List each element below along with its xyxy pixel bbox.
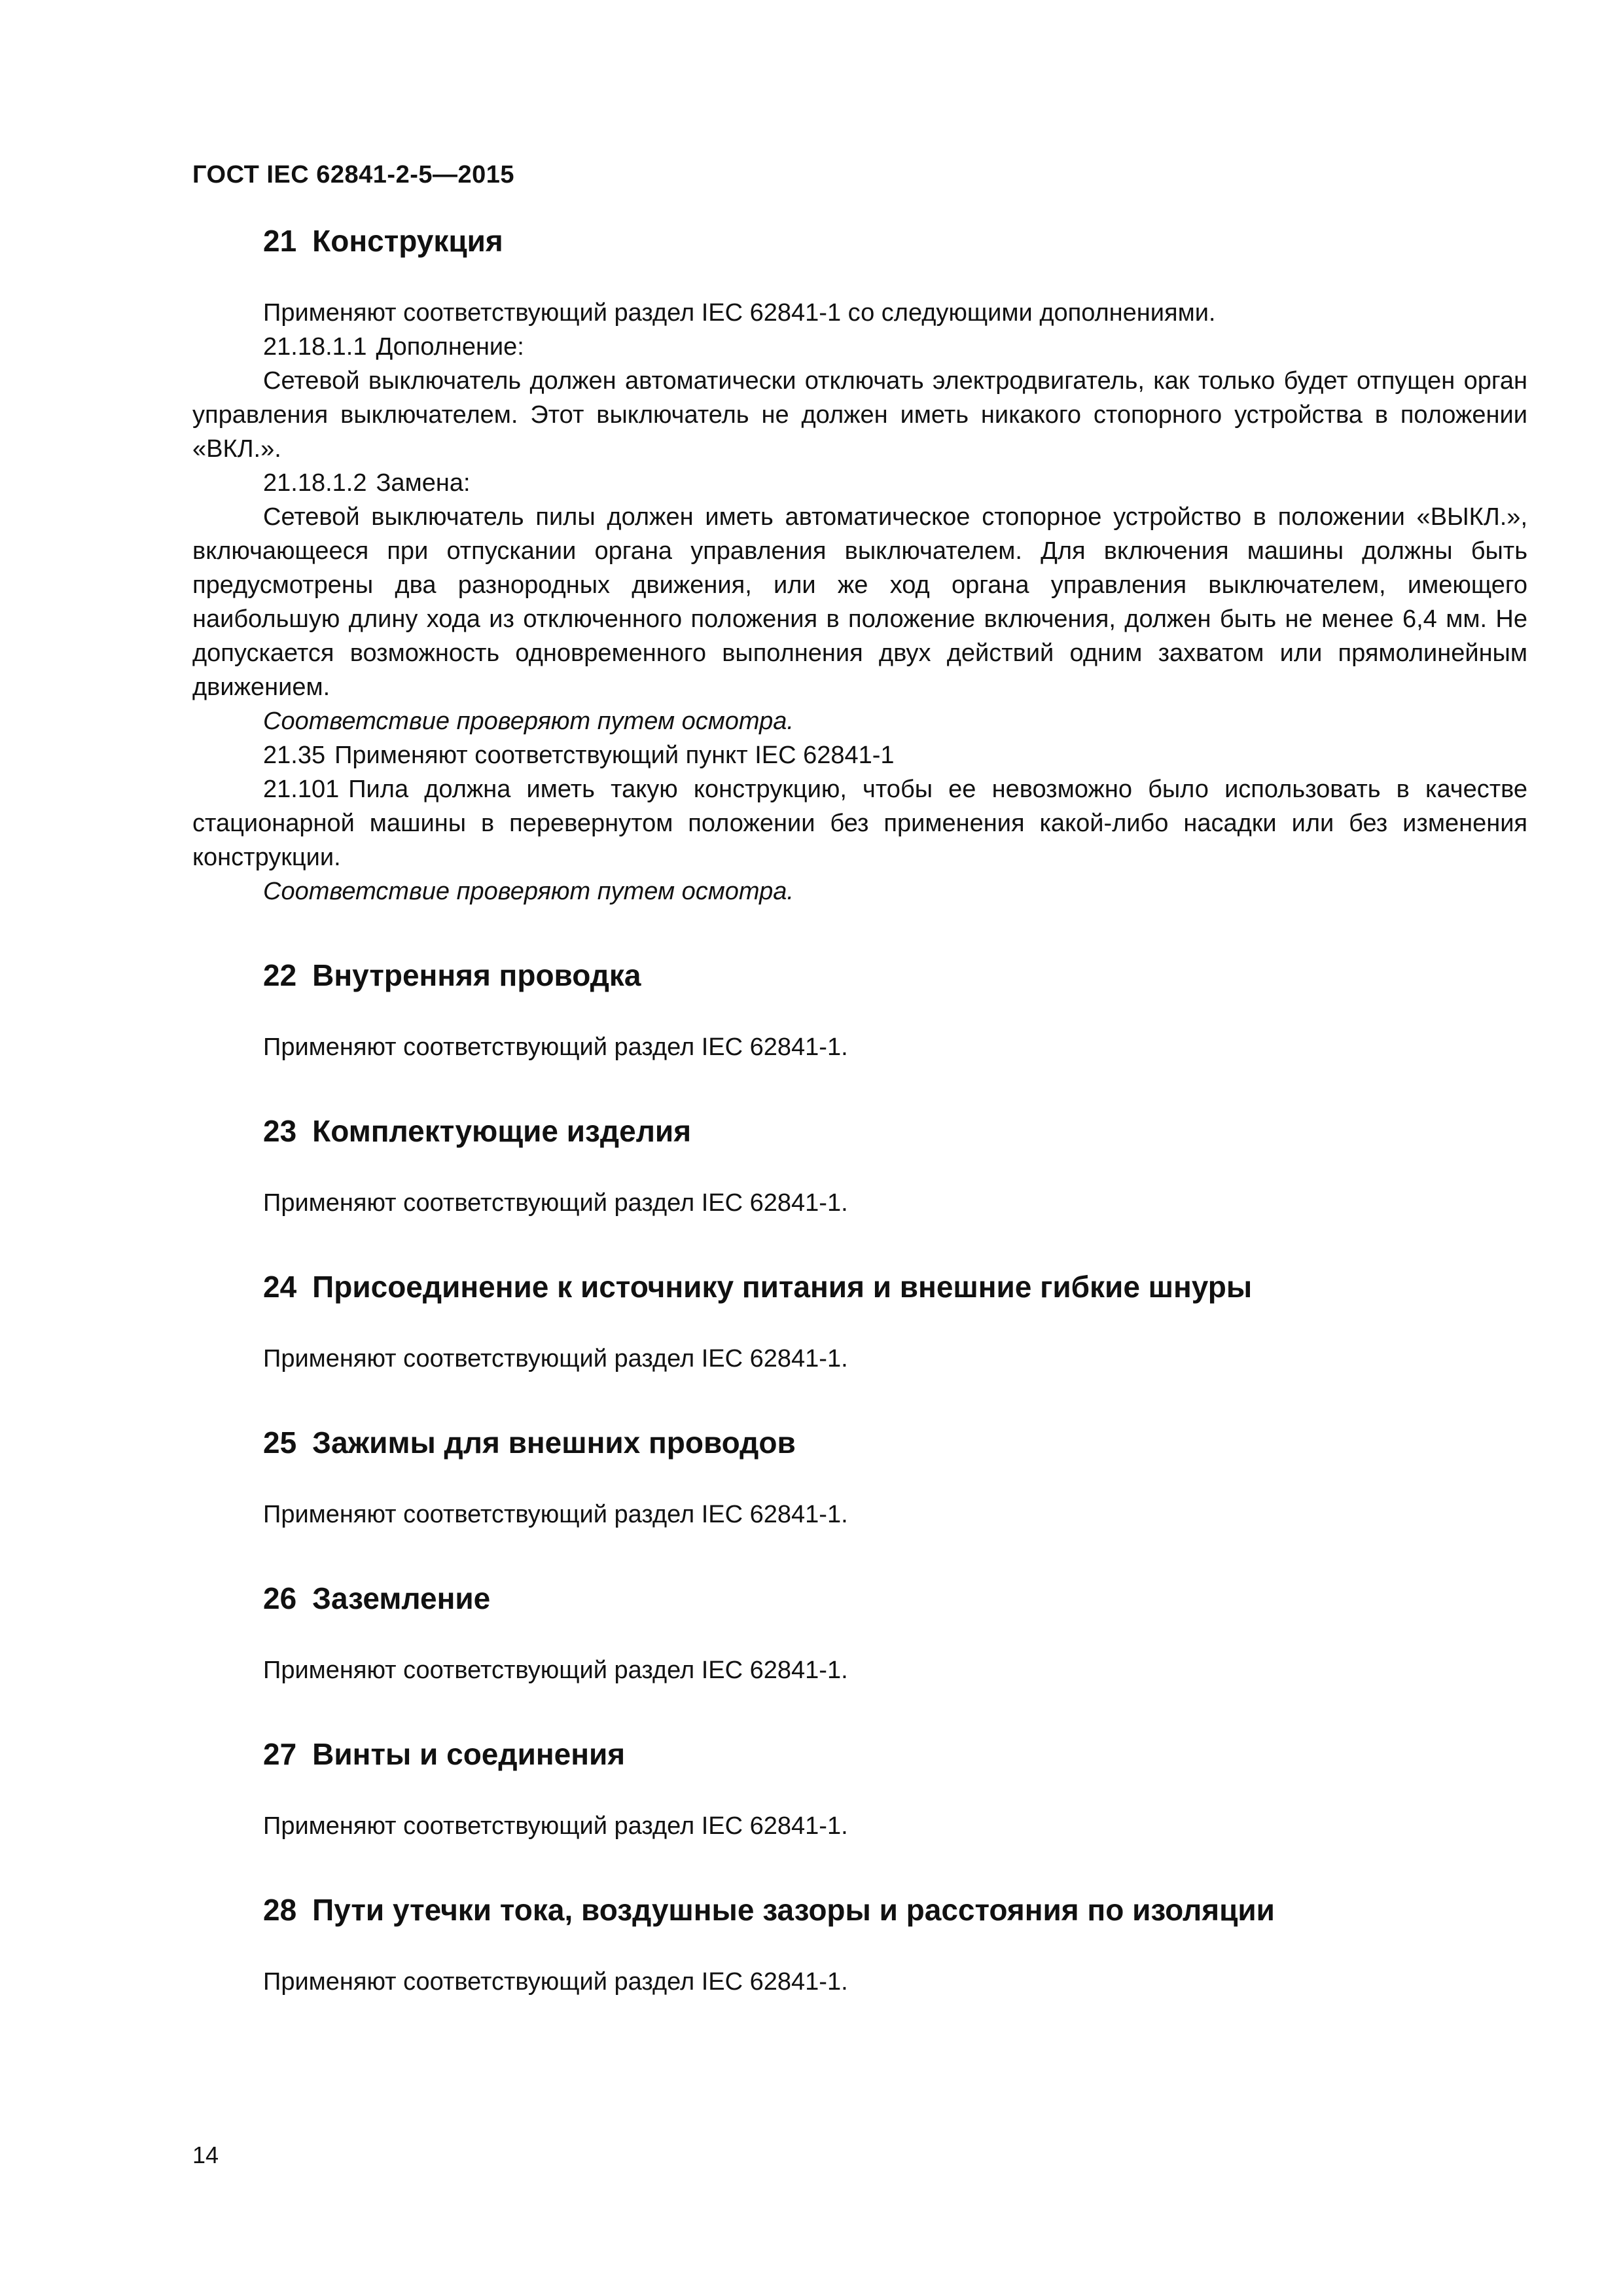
page-number: 14	[192, 2142, 219, 2168]
paragraph: Применяют соответствующий раздел IEC 62841-1.	[263, 1501, 848, 1528]
clause-number: 21.101	[263, 776, 340, 803]
running-header: ГОСТ IEC 62841-2-5—2015	[192, 161, 515, 188]
section-number: 21	[263, 224, 297, 258]
section-title: Комплектующие изделия	[312, 1114, 692, 1148]
section-21	[192, 223, 1527, 908]
section-title: Пути утечки тока, воздушные зазоры и расстояния по изоляции	[312, 1893, 1275, 1927]
section-26	[192, 1580, 1527, 1687]
section-heading	[192, 957, 1527, 994]
clause-number: 21.35	[263, 742, 326, 769]
clause-paragraph	[192, 466, 1527, 500]
section-heading	[192, 1424, 1527, 1461]
clause-text: Замена:	[376, 469, 471, 497]
paragraph: Применяют соответствующий раздел IEC 62841-1.	[263, 1033, 848, 1061]
clause-text: Применяют соответствующий пункт IEC 62841-1	[334, 742, 895, 769]
section-title: Заземление	[312, 1581, 491, 1615]
section-number: 25	[263, 1426, 297, 1460]
clause-paragraph	[192, 738, 1527, 772]
section-28	[192, 1892, 1527, 1999]
section-number: 24	[263, 1270, 297, 1304]
clause-paragraph	[192, 330, 1527, 364]
clause-number: 21.18.1.2	[263, 469, 367, 497]
paragraph: Применяют соответствующий раздел IEC 62841-1.	[263, 1345, 848, 1372]
clause-text: Дополнение:	[376, 333, 524, 361]
section-heading	[192, 1580, 1527, 1617]
paragraph: Сетевой выключатель должен автоматически отключать электродвигатель, как только будет отпущен орган управления выключателем. Этот выключатель не должен иметь никакого стопорного устройства в положении «ВКЛ.».	[192, 367, 1527, 463]
section-23	[192, 1113, 1527, 1220]
section-number: 28	[263, 1893, 297, 1927]
section-title: Конструкция	[312, 224, 503, 258]
paragraph: Применяют соответствующий раздел IEC 62841-1.	[263, 1657, 848, 1684]
paragraph: Применяют соответствующий раздел IEC 62841-1 со следующими дополнениями.	[263, 299, 1216, 327]
clause-number: 21.18.1.1	[263, 333, 367, 361]
section-heading	[192, 1892, 1527, 1928]
section-24	[192, 1268, 1527, 1376]
clause-text: Пила должна иметь такую конструкцию, чтобы ее невозможно было использовать в качестве стационарной машины в перевернутом положении без применения какой-либо насадки или без изменения конструкции.	[192, 776, 1527, 871]
compliance-note: Соответствие проверяют путем осмотра.	[263, 708, 794, 735]
section-heading	[192, 1268, 1527, 1305]
section-title: Зажимы для внешних проводов	[312, 1426, 796, 1460]
section-title: Внутренняя проводка	[312, 958, 641, 992]
section-22	[192, 957, 1527, 1064]
paragraph: Сетевой выключатель пилы должен иметь автоматическое стопорное устройство в положении «ВЫКЛ.», включающееся при отпускании органа управления выключателем. Для включения машины должны быть предусмотрены два разнородных движения, или же ход органа управления выключателем, имеющего наибольшую длину хода из отключенного положения в положение включения, должен быть не менее 6,4 мм. Не допускается возможность одновременного выполнения двух действий одним захватом или прямолинейным движением.	[192, 503, 1527, 701]
section-25	[192, 1424, 1527, 1532]
section-title: Винты и соединения	[312, 1737, 626, 1771]
section-title: Присоединение к источнику питания и внешние гибкие шнуры	[312, 1270, 1253, 1304]
section-27	[192, 1736, 1527, 1843]
clause-paragraph	[192, 772, 1527, 874]
document-body	[192, 223, 1527, 1999]
section-heading	[192, 223, 1527, 259]
paragraph: Применяют соответствующий раздел IEC 62841-1.	[263, 1189, 848, 1217]
compliance-note: Соответствие проверяют путем осмотра.	[263, 878, 794, 905]
section-heading	[192, 1113, 1527, 1149]
paragraph: Применяют соответствующий раздел IEC 62841-1.	[263, 1812, 848, 1840]
section-number: 27	[263, 1737, 297, 1771]
section-number: 22	[263, 958, 297, 992]
section-number: 26	[263, 1581, 297, 1615]
section-heading	[192, 1736, 1527, 1772]
paragraph: Применяют соответствующий раздел IEC 62841-1.	[263, 1968, 848, 1996]
section-number: 23	[263, 1114, 297, 1148]
